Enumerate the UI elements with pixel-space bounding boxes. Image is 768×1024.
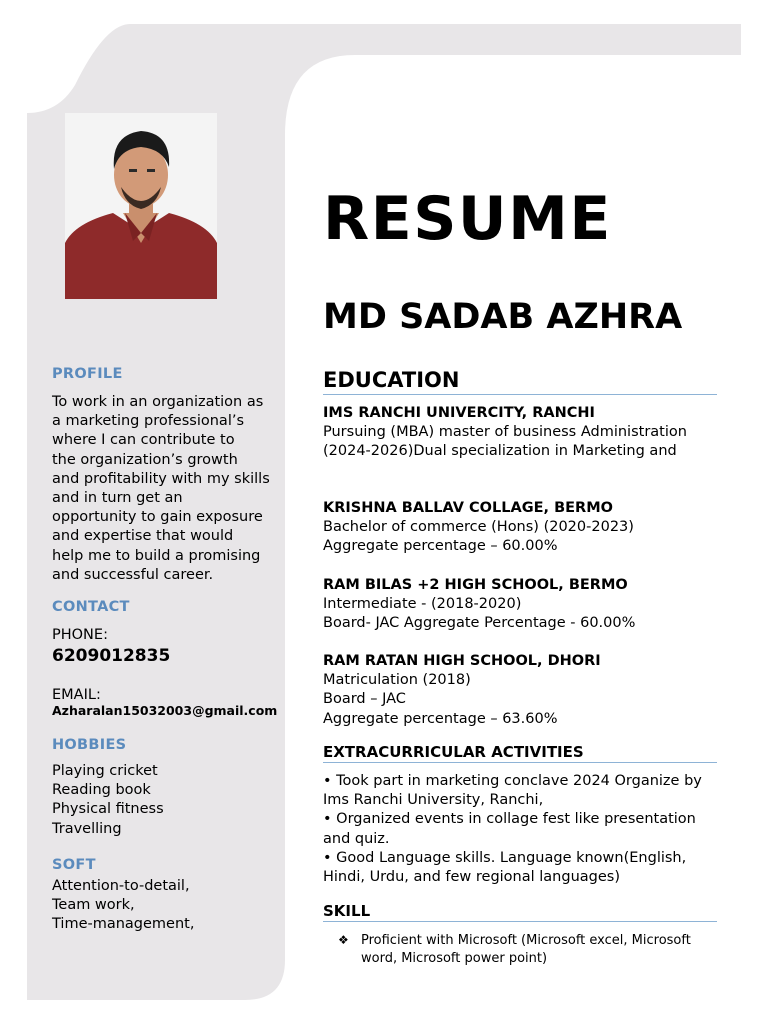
resume-title: RESUME [323,184,612,254]
education-entry [323,404,723,462]
profile-line: a marketing professional’s [52,413,245,430]
education-line: Intermediate - (2018-2020) [323,596,522,613]
email-address: Azharalan15032003@gmail.com [52,703,278,718]
soft-skill-item: Time-management, [52,916,195,933]
activity-line: • Took part in marketing conclave 2024 Organize by [323,773,702,789]
education-entry [323,576,723,634]
candidate-name: MD SADAB AZHRA [323,297,683,337]
activity-line: Hindi, Urdu, and few regional languages) [323,869,620,886]
soft-skills-list [52,877,284,935]
hobby-item: Physical fitness [52,801,164,818]
education-line: Board- JAC Aggregate Percentage - 60.00% [323,615,636,632]
profile-line: and successful career. [52,566,214,583]
extracurricular-list [323,772,723,887]
profile-line: and profitability with my skills [52,470,270,487]
education-line: Aggregate percentage – 60.00% [323,538,558,555]
phone-number: 6209012835 [52,646,171,666]
education-line: Bachelor of commerce (Hons) (2020-2023) [323,519,634,536]
profile-photo [65,113,217,299]
activity-line: • Good Language skills. Language known(English, [323,849,687,866]
education-line: (2024-2026)Dual specialization in Marketing and [323,443,677,460]
soft-skill-item: Attention-to-detail, [52,878,190,894]
activity-line: Ims Ranchi University, Ranchi, [323,792,544,809]
activity-line: • Organized events in collage fest like presentation [323,811,696,828]
phone-label: PHONE: [52,627,108,643]
diamond-bullet-icon: ❖ [338,933,349,947]
profile-line: where I can contribute to [52,432,235,449]
school-name: RAM RATAN HIGH SCHOOL, DHORI [323,653,601,669]
profile-line: help me to build a promising [52,547,261,564]
activity-line: and quiz. [323,830,390,847]
education-entry [323,652,723,729]
soft-skill-item: Team work, [52,897,135,914]
skill-heading: SKILL [323,901,717,922]
profile-line: and expertise that would [52,528,234,545]
profile-text [52,393,284,585]
profile-line: the organization’s growth [52,451,238,468]
education-line: Aggregate percentage – 63.60% [323,710,558,727]
extracurricular-heading: EXTRACURRICULAR ACTIVITIES [323,742,717,763]
soft-heading: SOFT [52,857,96,873]
school-name: IMS RANCHI UNIVERCITY, RANCHI [323,405,595,421]
education-line: Pursuing (MBA) master of business Administration [323,424,687,441]
hobby-item: Playing cricket [52,763,158,779]
education-entry [323,499,723,557]
school-name: RAM BILAS +2 HIGH SCHOOL, BERMO [323,577,628,593]
profile-line: To work in an organization as [52,394,264,410]
hobby-item: Travelling [52,820,122,837]
skill-text: Proficient with Microsoft (Microsoft excel, Microsoft word, Microsoft power point) [361,933,691,966]
hobbies-list [52,762,284,839]
profile-line: and in turn get an [52,490,183,507]
school-name: KRISHNA BALLAV COLLAGE, BERMO [323,500,613,516]
profile-heading: PROFILE [52,366,123,382]
email-label: EMAIL: [52,687,101,703]
education-line: Board – JAC [323,691,406,708]
education-heading: EDUCATION [323,366,717,395]
contact-heading: CONTACT [52,599,130,615]
profile-line: opportunity to gain exposure [52,509,263,526]
hobbies-heading: HOBBIES [52,737,127,753]
hobby-item: Reading book [52,782,151,799]
education-line: Matriculation (2018) [323,672,471,689]
